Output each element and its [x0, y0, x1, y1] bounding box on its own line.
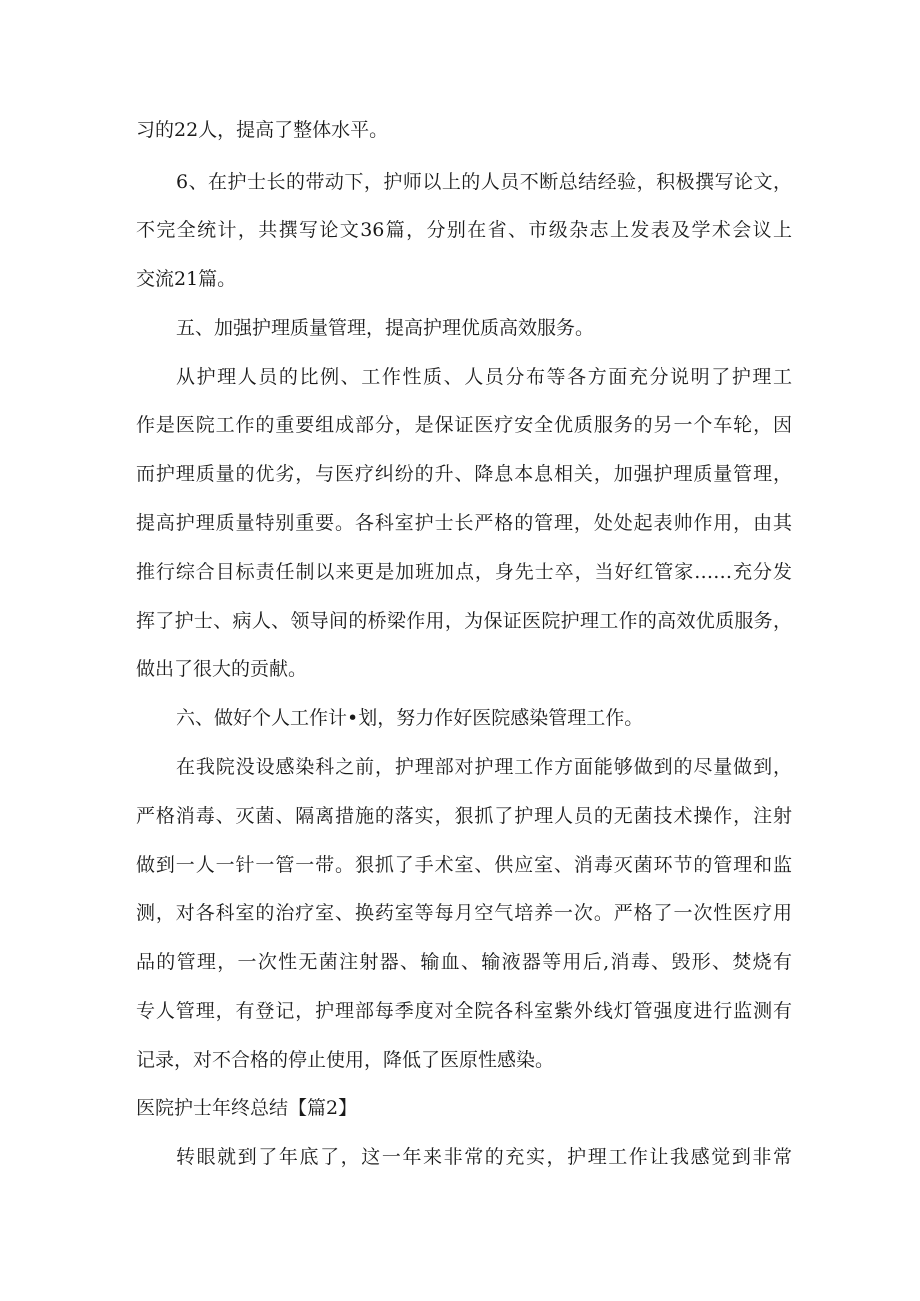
- text-line: 做出了很大的贡献。: [136, 658, 308, 680]
- section-heading: 六、做好个人工作计•划，努力作好医院感染管理工作。: [176, 707, 644, 729]
- text-line: 测，对各科室的治疗室、换药室等每月空气培养一次。严格了一次性医疗用: [136, 902, 792, 924]
- text-line: 提高护理质量特别重要。各科室护士长严格的管理，处处起表帅作用，由其: [136, 512, 792, 534]
- text-line: 严格消毒、灭菌、隔离措施的落实，狠抓了护理人员的无菌技术操作，注射: [136, 805, 792, 827]
- text-line: 习的22人，提高了整体水平。: [136, 119, 389, 141]
- text-line: 作是医院工作的重要组成部分，是保证医疗安全优质服务的另一个车轮，因: [136, 414, 792, 436]
- text-line: 从护理人员的比例、工作性质、人员分布等各方面充分说明了护理工: [176, 366, 792, 388]
- text-line: 在我院没设感染科之前，护理部对护理工作方面能够做到的尽量做到，: [176, 756, 792, 778]
- text-line: 记录，对不合格的停止使用，降低了医原性感染。: [136, 1049, 555, 1071]
- text-line: 挥了护士、病人、领导间的桥梁作用，为保证医院护理工作的高效优质服务，: [136, 610, 792, 632]
- article-title: 医院护士年终总结【篇2】: [136, 1097, 358, 1119]
- text-line: 转眼就到了年底了，这一年来非常的充实，护理工作让我感觉到非常: [176, 1146, 792, 1168]
- text-line: 做到一人一针一管一带。狠抓了手术室、供应室、消毒灭菌环节的管理和监: [136, 854, 792, 876]
- text-line: 不完全统计，共撰写论文36篇，分别在省、市级杂志上发表及学术会议上: [136, 219, 792, 241]
- section-heading: 五、加强护理质量管理，提高护理优质高效服务。: [176, 317, 595, 339]
- text-line: 6、在护士长的带动下，护师以上的人员不断总结经验，积极撰写论文，: [176, 171, 792, 193]
- text-line: 品的管理，一次性无菌注射器、输血、输液器等用后,消毒、毁形、焚烧有: [136, 951, 792, 973]
- text-line: 而护理质量的优劣，与医疗纠纷的升、降息本息相关，加强护理质量管理，: [136, 463, 792, 485]
- text-line: 专人管理，有登记，护理部每季度对全院各科室紫外线灯管强度进行监测有: [136, 1000, 792, 1022]
- text-line: 交流21篇。: [136, 268, 237, 290]
- text-line: 推行综合目标责任制以来更是加班加点，身先士卒，当好红管家……充分发: [136, 561, 792, 583]
